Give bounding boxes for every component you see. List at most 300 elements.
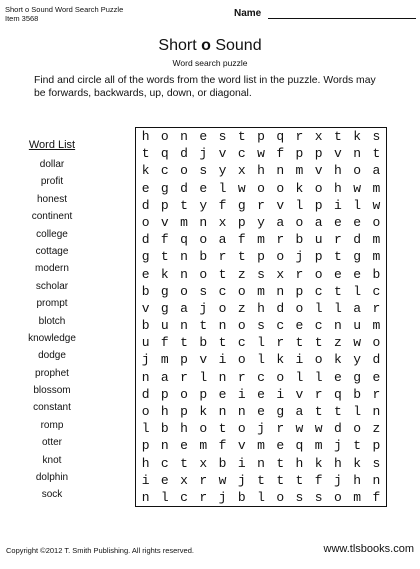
grid-letter[interactable]: c — [160, 455, 169, 471]
grid-letter[interactable]: l — [218, 180, 227, 196]
grid-letter[interactable]: t — [218, 266, 227, 282]
grid-letter[interactable]: q — [334, 386, 342, 402]
grid-letter[interactable]: l — [353, 283, 362, 299]
grid-letter[interactable]: o — [353, 163, 362, 179]
grid-letter[interactable]: j — [199, 146, 208, 162]
grid-letter[interactable]: d — [353, 232, 362, 248]
grid-letter[interactable]: w — [257, 146, 265, 162]
grid-letter[interactable]: g — [160, 283, 169, 299]
grid-letter[interactable]: b — [141, 283, 150, 299]
grid-letter[interactable]: e — [218, 386, 227, 402]
word-list-item: honest — [36, 193, 68, 205]
grid-letter[interactable]: a — [180, 300, 188, 316]
grid-letter[interactable]: x — [218, 214, 227, 230]
grid-letter[interactable]: e — [257, 386, 265, 402]
grid-letter[interactable]: o — [199, 421, 208, 437]
grid-letter[interactable]: l — [199, 369, 208, 385]
grid-letter[interactable]: k — [334, 352, 342, 368]
grid-letter[interactable]: x — [180, 472, 188, 488]
grid-letter[interactable]: e — [199, 129, 208, 145]
grid-letter[interactable]: m — [257, 232, 265, 248]
grid-letter[interactable]: h — [257, 300, 265, 316]
grid-letter[interactable]: h — [180, 421, 188, 437]
grid-letter[interactable]: s — [295, 489, 304, 505]
grid-letter[interactable]: o — [141, 214, 150, 230]
name-field[interactable] — [234, 8, 418, 20]
grid-letter[interactable]: s — [314, 489, 323, 505]
grid-letter[interactable]: u — [314, 232, 323, 248]
grid-letter[interactable]: e — [141, 266, 150, 282]
grid-letter[interactable]: p — [295, 283, 304, 299]
grid-letter[interactable]: g — [160, 300, 169, 316]
grid-letter[interactable]: r — [314, 386, 323, 402]
grid-letter[interactable]: r — [257, 197, 265, 213]
grid-letter[interactable]: s — [199, 283, 208, 299]
grid-letter[interactable]: a — [160, 369, 169, 385]
grid-letter[interactable]: n — [199, 214, 208, 230]
grid-letter[interactable]: o — [276, 180, 285, 196]
grid-letter[interactable]: o — [276, 249, 285, 265]
grid-letter[interactable]: e — [257, 403, 265, 419]
grid-letter[interactable]: b — [160, 421, 169, 437]
grid-letter[interactable]: t — [334, 283, 342, 299]
grid-letter[interactable]: u — [141, 335, 150, 351]
grid-letter[interactable]: j — [257, 421, 265, 437]
grid-letter[interactable]: c — [372, 283, 381, 299]
grid-letter[interactable]: v — [314, 163, 323, 179]
grid-letter[interactable]: t — [237, 129, 246, 145]
grid-letter[interactable]: t — [199, 318, 208, 334]
grid-letter[interactable]: e — [295, 318, 304, 334]
grid-letter[interactable]: n — [276, 283, 285, 299]
grid-letter[interactable]: n — [141, 489, 150, 505]
word-list-item: prophet — [35, 367, 69, 379]
grid-letter[interactable]: p — [257, 249, 265, 265]
grid-letter[interactable]: n — [372, 403, 381, 419]
grid-letter[interactable]: v — [160, 214, 169, 230]
grid-letter[interactable]: o — [199, 266, 208, 282]
grid-letter[interactable]: n — [180, 266, 188, 282]
name-label: Name — [234, 8, 262, 19]
grid-letter[interactable]: x — [276, 266, 285, 282]
grid-letter[interactable]: t — [218, 335, 227, 351]
word-list-item: sock — [41, 489, 63, 501]
grid-letter[interactable]: x — [237, 163, 246, 179]
grid-letter[interactable]: m — [180, 214, 188, 230]
grid-letter[interactable]: e — [160, 472, 169, 488]
grid-letter[interactable]: e — [276, 438, 285, 454]
grid-letter[interactable]: p — [237, 214, 246, 230]
grid-letter[interactable]: c — [237, 146, 246, 162]
grid-letter[interactable]: o — [257, 180, 265, 196]
grid-letter[interactable]: p — [295, 146, 304, 162]
grid-letter[interactable]: r — [180, 369, 188, 385]
grid-letter[interactable]: o — [295, 214, 304, 230]
grid-letter[interactable]: v — [218, 146, 227, 162]
grid-letter[interactable]: k — [141, 163, 150, 179]
word-list-item: knot — [42, 454, 62, 466]
grid-letter[interactable]: q — [295, 438, 304, 454]
grid-letter[interactable]: i — [334, 197, 342, 213]
grid-letter[interactable]: l — [160, 489, 169, 505]
grid-letter[interactable]: a — [218, 232, 227, 248]
grid-letter[interactable]: r — [199, 472, 208, 488]
grid-letter[interactable]: m — [372, 232, 381, 248]
grid-letter[interactable]: c — [314, 318, 323, 334]
grid-letter[interactable]: t — [141, 146, 150, 162]
grid-letter[interactable]: t — [180, 197, 188, 213]
grid-letter[interactable]: l — [257, 335, 265, 351]
grid-letter[interactable]: a — [353, 300, 362, 316]
grid-letter[interactable]: k — [160, 266, 169, 282]
grid-letter[interactable]: e — [334, 266, 342, 282]
grid-letter[interactable]: h — [334, 163, 342, 179]
grid-letter[interactable]: i — [295, 352, 304, 368]
grid-letter[interactable]: o — [295, 300, 304, 316]
grid-letter[interactable]: s — [199, 163, 208, 179]
word-list-item: modern — [35, 263, 69, 275]
grid-letter[interactable]: j — [237, 472, 246, 488]
grid-letter[interactable]: o — [237, 421, 246, 437]
grid-letter[interactable]: h — [353, 472, 362, 488]
grid-letter[interactable]: k — [353, 129, 362, 145]
grid-letter[interactable]: i — [218, 352, 227, 368]
grid-letter[interactable]: p — [180, 403, 188, 419]
grid-letter[interactable]: m — [295, 163, 304, 179]
grid-letter[interactable]: v — [295, 386, 304, 402]
grid-letter[interactable]: i — [276, 386, 285, 402]
grid-letter[interactable]: p — [257, 129, 265, 145]
grid-letter[interactable]: d — [141, 386, 150, 402]
grid-letter[interactable]: x — [199, 455, 208, 471]
grid-letter[interactable]: n — [141, 369, 150, 385]
grid-letter[interactable]: r — [372, 300, 381, 316]
grid-letter[interactable]: z — [237, 300, 246, 316]
grid-letter[interactable]: d — [276, 300, 285, 316]
grid-letter[interactable]: o — [237, 318, 246, 334]
grid-letter[interactable]: f — [160, 232, 169, 248]
grid-letter[interactable]: g — [353, 369, 362, 385]
grid-letter[interactable]: f — [237, 232, 246, 248]
grid-letter[interactable]: y — [218, 163, 227, 179]
grid-letter[interactable]: d — [141, 197, 150, 213]
word-list-item: scholar — [35, 280, 69, 292]
grid-letter[interactable]: i — [141, 472, 150, 488]
grid-letter[interactable]: m — [160, 352, 169, 368]
grid-letter[interactable]: f — [218, 197, 227, 213]
grid-letter[interactable]: k — [314, 455, 323, 471]
grid-letter[interactable]: n — [276, 163, 285, 179]
grid-letter[interactable]: f — [314, 472, 323, 488]
grid-letter[interactable]: o — [334, 489, 342, 505]
grid-letter[interactable]: n — [180, 249, 188, 265]
grid-letter[interactable]: f — [372, 489, 381, 505]
grid-letter[interactable]: n — [372, 472, 381, 488]
puzzle-grid[interactable] — [135, 127, 387, 507]
grid-letter[interactable]: l — [314, 369, 323, 385]
grid-letter[interactable]: o — [199, 232, 208, 248]
grid-letter[interactable]: y — [353, 352, 362, 368]
grid-letter[interactable]: r — [276, 421, 285, 437]
grid-letter[interactable]: g — [276, 403, 285, 419]
grid-letter[interactable]: n — [180, 318, 188, 334]
grid-letter[interactable]: s — [218, 129, 227, 145]
grid-letter[interactable]: o — [180, 386, 188, 402]
site-url[interactable]: www.tlsbooks.com — [323, 543, 414, 555]
grid-letter[interactable]: b — [141, 318, 150, 334]
grid-letter[interactable]: t — [295, 472, 304, 488]
grid-letter[interactable]: k — [199, 403, 208, 419]
grid-letter[interactable]: b — [199, 335, 208, 351]
grid-letter[interactable]: c — [314, 283, 323, 299]
grid-letter[interactable]: b — [237, 489, 246, 505]
grid-letter[interactable]: m — [372, 180, 381, 196]
grid-letter[interactable]: c — [218, 283, 227, 299]
grid-letter[interactable]: v — [199, 352, 208, 368]
grid-letter[interactable]: l — [353, 197, 362, 213]
grid-letter[interactable]: c — [160, 163, 169, 179]
grid-letter[interactable]: h — [160, 403, 169, 419]
grid-letter[interactable]: z — [237, 266, 246, 282]
grid-letter[interactable]: m — [372, 318, 381, 334]
grid-letter[interactable]: o — [353, 421, 362, 437]
grid-letter[interactable]: t — [276, 472, 285, 488]
grid-letter[interactable]: c — [237, 335, 246, 351]
grid-letter[interactable]: u — [353, 318, 362, 334]
grid-letter[interactable]: o — [141, 403, 150, 419]
word-list-item: college — [36, 228, 68, 240]
grid-letter[interactable]: o — [314, 266, 323, 282]
grid-letter[interactable]: l — [295, 369, 304, 385]
grid-letter[interactable]: p — [314, 197, 323, 213]
grid-letter[interactable]: p — [372, 438, 381, 454]
grid-letter[interactable]: b — [218, 455, 227, 471]
grid-letter[interactable]: o — [180, 163, 188, 179]
grid-letter[interactable]: p — [199, 386, 208, 402]
grid-letter[interactable]: l — [314, 300, 323, 316]
grid-letter[interactable]: b — [353, 386, 362, 402]
grid-letter[interactable]: d — [141, 232, 150, 248]
grid-letter[interactable]: w — [237, 180, 246, 196]
grid-letter[interactable]: a — [372, 163, 381, 179]
grid-letter[interactable]: t — [160, 249, 169, 265]
grid-letter[interactable]: o — [160, 129, 169, 145]
grid-letter[interactable]: e — [199, 180, 208, 196]
grid-letter[interactable]: p — [160, 197, 169, 213]
grid-letter[interactable]: z — [372, 421, 381, 437]
grid-letter[interactable]: t — [180, 455, 188, 471]
grid-letter[interactable]: v — [237, 438, 246, 454]
grid-letter[interactable]: q — [276, 129, 285, 145]
grid-letter[interactable]: t — [180, 335, 188, 351]
grid-letter[interactable]: f — [218, 438, 227, 454]
grid-letter[interactable]: b — [199, 249, 208, 265]
grid-letter[interactable]: r — [276, 232, 285, 248]
grid-letter[interactable]: l — [141, 421, 150, 437]
grid-letter[interactable]: r — [276, 335, 285, 351]
grid-letter[interactable]: p — [141, 438, 150, 454]
grid-letter[interactable]: v — [141, 300, 150, 316]
grid-letter[interactable]: l — [257, 352, 265, 368]
grid-letter[interactable]: h — [141, 129, 150, 145]
grid-letter[interactable]: o — [237, 352, 246, 368]
grid-letter[interactable]: e — [141, 180, 150, 196]
grid-letter[interactable]: h — [257, 163, 265, 179]
grid-letter[interactable]: s — [257, 266, 265, 282]
grid-letter[interactable]: b — [295, 232, 304, 248]
word-list-item: knowledge — [28, 332, 76, 344]
grid-letter[interactable]: p — [314, 249, 323, 265]
grid-letter[interactable]: n — [237, 403, 246, 419]
grid-letter[interactable]: v — [276, 197, 285, 213]
grid-letter[interactable]: w — [314, 421, 323, 437]
grid-letter[interactable]: d — [180, 146, 188, 162]
grid-letter[interactable]: o — [314, 180, 323, 196]
grid-letter[interactable]: o — [372, 335, 381, 351]
grid-letter[interactable]: t — [276, 455, 285, 471]
grid-letter[interactable]: r — [295, 129, 304, 145]
grid-letter[interactable]: f — [276, 146, 285, 162]
grid-letter[interactable]: q — [180, 232, 188, 248]
grid-letter[interactable]: m — [257, 438, 265, 454]
grid-letter[interactable]: w — [353, 335, 362, 351]
grid-letter[interactable]: n — [160, 438, 169, 454]
grid-letter[interactable]: l — [257, 489, 265, 505]
grid-letter[interactable]: v — [334, 146, 342, 162]
grid-letter[interactable]: o — [237, 283, 246, 299]
grid-letter[interactable]: g — [237, 197, 246, 213]
grid-letter[interactable]: r — [372, 386, 381, 402]
grid-letter[interactable]: f — [160, 335, 169, 351]
grid-letter[interactable]: t — [314, 403, 323, 419]
grid-letter[interactable]: a — [314, 214, 323, 230]
grid-letter[interactable]: l — [334, 300, 342, 316]
grid-letter[interactable]: b — [372, 266, 381, 282]
grid-letter[interactable]: i — [237, 386, 246, 402]
grid-letter[interactable]: j — [218, 489, 227, 505]
grid-letter[interactable]: z — [334, 335, 342, 351]
grid-letter[interactable]: j — [334, 438, 342, 454]
grid-letter[interactable]: u — [160, 318, 169, 334]
grid-letter[interactable]: h — [334, 180, 342, 196]
grid-letter[interactable]: g — [353, 249, 362, 265]
grid-letter[interactable]: e — [353, 266, 362, 282]
grid-letter[interactable]: r — [218, 249, 227, 265]
grid-letter[interactable]: k — [353, 455, 362, 471]
grid-letter[interactable]: w — [218, 472, 227, 488]
grid-letter[interactable]: m — [353, 489, 362, 505]
grid-letter[interactable]: e — [180, 438, 188, 454]
grid-letter[interactable]: n — [218, 318, 227, 334]
grid-letter[interactable]: o — [180, 283, 188, 299]
grid-letter[interactable]: n — [180, 129, 188, 145]
grid-letter[interactable]: y — [199, 197, 208, 213]
grid-letter[interactable]: l — [295, 197, 304, 213]
grid-letter[interactable]: m — [199, 438, 208, 454]
grid-letter[interactable]: h — [295, 455, 304, 471]
grid-letter[interactable]: h — [141, 455, 150, 471]
grid-letter[interactable]: e — [334, 369, 342, 385]
grid-letter[interactable]: m — [372, 249, 381, 265]
grid-letter[interactable]: i — [237, 455, 246, 471]
grid-letter[interactable]: s — [372, 455, 381, 471]
grid-letter[interactable]: e — [334, 214, 342, 230]
grid-letter[interactable]: r — [334, 232, 342, 248]
grid-letter[interactable]: x — [314, 129, 323, 145]
grid-letter[interactable]: c — [276, 318, 285, 334]
grid-letter[interactable]: k — [276, 352, 285, 368]
grid-letter[interactable]: c — [257, 369, 265, 385]
grid-letter[interactable]: r — [295, 266, 304, 282]
grid-letter[interactable]: n — [218, 369, 227, 385]
item-number: Item 3568 — [5, 14, 39, 23]
grid-letter[interactable]: j — [141, 352, 150, 368]
grid-letter[interactable]: t — [257, 472, 265, 488]
instructions: Find and circle all of the words from the word list in the puzzle. Words may be forwards, backwards, up, down, or diagonal. — [34, 75, 376, 99]
grid-letter[interactable]: o — [218, 300, 227, 316]
grid-letter[interactable]: j — [199, 300, 208, 316]
grid-letter[interactable]: o — [372, 214, 381, 230]
grid-letter[interactable]: o — [276, 489, 285, 505]
grid-letter[interactable]: g — [160, 180, 169, 196]
grid-letter[interactable]: o — [314, 352, 323, 368]
grid-letter[interactable]: p — [180, 352, 188, 368]
grid-letter[interactable]: h — [334, 455, 342, 471]
grid-letter[interactable]: d — [334, 421, 342, 437]
grid-letter[interactable]: m — [314, 438, 323, 454]
grid-letter[interactable]: r — [237, 369, 246, 385]
grid-letter[interactable]: c — [180, 489, 188, 505]
grid-letter[interactable]: w — [372, 197, 381, 213]
grid-letter[interactable]: n — [334, 318, 342, 334]
grid-letter[interactable]: o — [276, 369, 285, 385]
grid-letter[interactable]: t — [353, 438, 362, 454]
grid-letter[interactable]: t — [334, 249, 342, 265]
grid-letter[interactable]: q — [160, 146, 169, 162]
grid-letter[interactable]: j — [295, 249, 304, 265]
grid-letter[interactable]: w — [295, 421, 304, 437]
grid-letter[interactable]: a — [276, 214, 285, 230]
grid-letter[interactable]: d — [180, 180, 188, 196]
grid-letter[interactable]: s — [372, 129, 381, 145]
grid-letter[interactable]: t — [218, 421, 227, 437]
grid-letter[interactable]: a — [295, 403, 304, 419]
grid-letter[interactable]: m — [257, 283, 265, 299]
grid-letter[interactable]: n — [218, 403, 227, 419]
grid-letter[interactable]: t — [334, 129, 342, 145]
grid-letter[interactable]: p — [160, 386, 169, 402]
grid-letter[interactable]: e — [372, 369, 381, 385]
grid-letter[interactable]: n — [257, 455, 265, 471]
grid-letter[interactable]: r — [199, 489, 208, 505]
grid-letter[interactable]: n — [353, 146, 362, 162]
grid-letter[interactable]: j — [334, 472, 342, 488]
grid-letter[interactable]: t — [295, 335, 304, 351]
grid-letter[interactable]: t — [334, 403, 342, 419]
grid-letter[interactable]: p — [314, 146, 323, 162]
grid-letter[interactable]: g — [141, 249, 150, 265]
grid-letter[interactable]: w — [353, 180, 362, 196]
grid-letter[interactable]: d — [372, 352, 381, 368]
grid-letter[interactable]: l — [353, 403, 362, 419]
grid-letter[interactable]: t — [237, 249, 246, 265]
grid-letter[interactable]: t — [314, 335, 323, 351]
grid-letter[interactable]: y — [257, 214, 265, 230]
grid-letter[interactable]: s — [257, 318, 265, 334]
grid-letter[interactable]: e — [353, 214, 362, 230]
grid-letter[interactable]: k — [295, 180, 304, 196]
grid-letter[interactable]: t — [372, 146, 381, 162]
